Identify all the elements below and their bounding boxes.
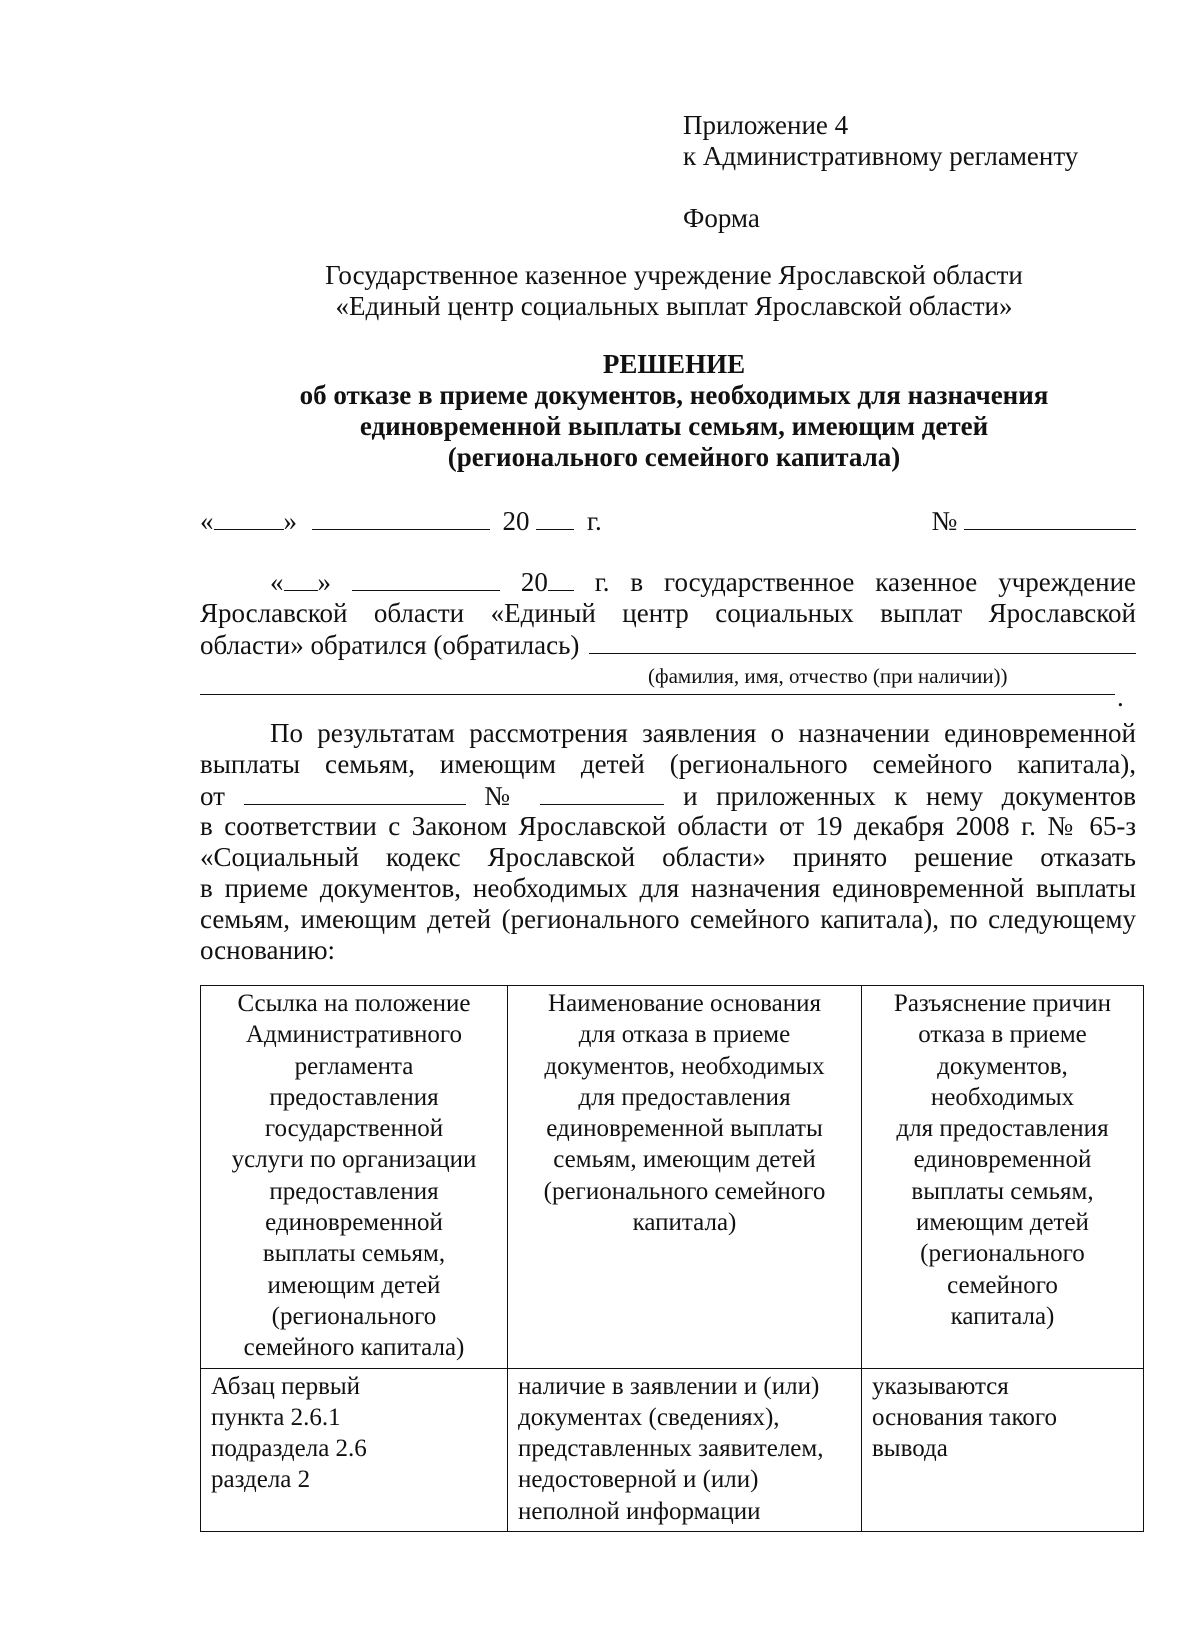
decision-line-2: выплаты семьям, имеющим детей (регионального семейного капитала), <box>200 749 1136 779</box>
annex-reference: к Административному регламенту <box>683 141 1079 171</box>
annex-number: Приложение 4 <box>683 110 849 140</box>
application-month-blank[interactable] <box>352 566 500 591</box>
table-row <box>201 1368 1144 1531</box>
application-number-sign: № <box>484 781 522 811</box>
header-ground-text: Наименование основания для отказа в приеме документов, необходимых для предоставления единовременной выплаты семьям, имеющим детей (регионального семейного капитала) <box>543 990 826 1237</box>
decision-paragraph <box>200 718 1136 966</box>
table-header-row <box>201 986 1144 1369</box>
applicant-name-blank[interactable] <box>589 629 1136 654</box>
header-cell-explanation <box>862 986 1144 1369</box>
form-label: Форма <box>683 203 760 233</box>
organization-line-1: Государственное казенное учреждение Ярославской области <box>325 260 1023 290</box>
application-date-blank[interactable] <box>244 780 466 805</box>
organization-name <box>200 260 1148 322</box>
applicant-line-3-text: области» обратился (обратилась) <box>200 630 580 660</box>
application-year-blank[interactable] <box>548 566 574 591</box>
application-day-blank[interactable] <box>284 566 318 591</box>
applicant-name-continuation-blank[interactable] <box>200 693 1115 695</box>
document-title <box>200 349 1148 473</box>
row-cell-ground <box>508 1368 862 1531</box>
title-line-3: единовременной выплаты семьям, имеющим детей <box>359 411 989 441</box>
decision-line-3-rest: и приложенных к нему документов <box>683 781 1137 811</box>
annex-header <box>683 110 1078 172</box>
title-line-2: об отказе в приеме документов, необходимых для назначения <box>299 380 1049 410</box>
application-year: 20 <box>520 567 548 597</box>
fio-caption: (фамилия, имя, отчество (при наличии)) <box>648 664 1008 688</box>
month-blank[interactable] <box>312 505 490 530</box>
applicant-paragraph <box>200 566 1136 661</box>
decision-line-7: семьям, имеющим детей (регионального семейного капитала), по следующему <box>200 904 1136 934</box>
date-number-line <box>200 505 1136 537</box>
title-line-4: (регионального семейного капитала) <box>447 442 901 472</box>
row-explanation-text: указываются основания такого вывода <box>872 1372 1058 1463</box>
grounds-table <box>200 985 1144 1532</box>
decision-line-1: По результатам рассмотрения заявления о назначении единовременной <box>270 718 1136 748</box>
applicant-line-1 <box>200 566 1136 598</box>
day-blank[interactable] <box>214 505 284 530</box>
date-open-quote: « <box>200 506 214 536</box>
from-label: от <box>200 781 225 811</box>
header-cell-ground <box>508 986 862 1369</box>
header-reference-text: Ссылка на положение Административного регламента предоставления государственной услуги по организации предоставления единовременной выплаты семьям, имеющим детей (регионального семейного капитала) <box>231 990 477 1362</box>
applicant-line-2: Ярославской области «Единый центр социальных выплат Ярославской <box>200 598 1136 628</box>
year-suffix: г. <box>587 506 602 536</box>
header-explanation-text: Разъяснение причин отказа в приеме документов, необходимых для предоставления единовременной выплаты семьям, имеющим детей (регионального семейного капитала) <box>893 990 1112 1330</box>
decision-line-3 <box>200 780 1136 811</box>
header-cell-reference <box>201 986 508 1369</box>
close-quote: » <box>317 567 331 597</box>
applicant-line-1-rest: г. в государственное казенное учреждение <box>594 567 1137 597</box>
decision-number <box>931 505 1136 537</box>
year-blank[interactable] <box>536 505 574 530</box>
decision-line-6: в приеме документов, необходимых для назначения единовременной выплаты <box>200 873 1136 903</box>
application-number-blank[interactable] <box>540 780 664 805</box>
date-close-quote: » <box>283 506 297 536</box>
open-quote: « <box>270 567 284 597</box>
year-prefix: 20 <box>502 506 530 536</box>
row-reference-text: Абзац первый пункта 2.6.1 подраздела 2.6 раздела 2 <box>211 1372 367 1494</box>
number-sign: № <box>931 506 958 536</box>
organization-line-2: «Единый центр социальных выплат Ярославской области» <box>335 291 1013 321</box>
number-blank[interactable] <box>964 505 1136 530</box>
row-ground-text: наличие в заявлении и (или) документах (сведениях), представленных заявителем, недостоверной и (или) неполной информации <box>518 1372 824 1525</box>
decision-line-4: в соответствии с Законом Ярославской области от 19 декабря 2008 г. № 65-з <box>200 811 1136 841</box>
title-main: РЕШЕНИЕ <box>602 349 746 379</box>
applicant-line-3 <box>200 629 1136 661</box>
row-cell-explanation <box>862 1368 1144 1531</box>
row-cell-reference <box>201 1368 508 1531</box>
decision-line-5: «Социальный кодекс Ярославской области» принято решение отказать <box>200 842 1136 872</box>
decision-line-8: основанию: <box>200 935 336 965</box>
end-dot: . <box>1117 682 1124 712</box>
